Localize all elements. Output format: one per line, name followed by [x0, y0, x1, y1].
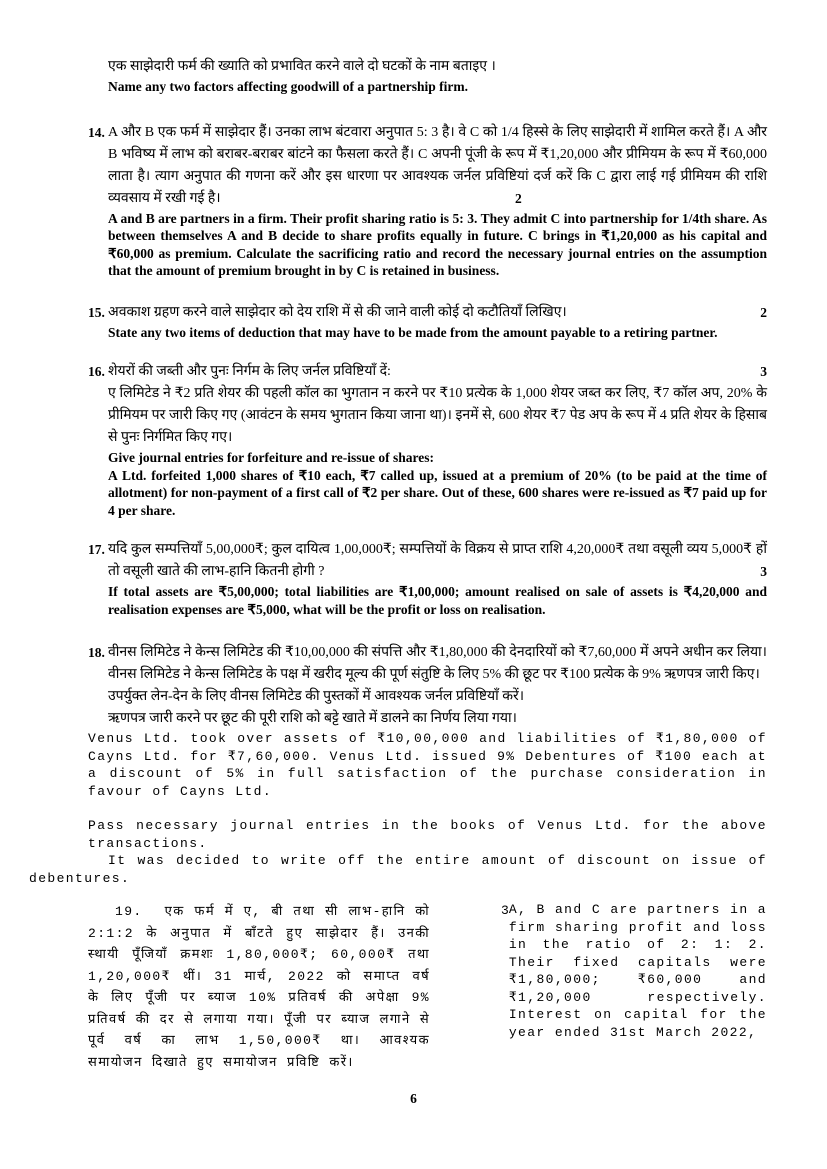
- question-16: [88, 361, 767, 519]
- question-text-english: Venus Ltd. took over assets of ₹10,00,000 and liabilities of ₹1,80,000 of Cayns Ltd. for ₹7,60,000. Venus Ltd. issued 9% Debentures of ₹100 each at a discount of 5% in full satisfaction of the purchase consideration in favour of Cayns Ltd.: [88, 731, 767, 799]
- question-text-english: If total assets are ₹5,00,000; total liabilities are ₹1,00,000; amount realised on sale of assets is ₹4,20,000 and realisation expenses are ₹5,000, what will be the profit or loss on realisation.: [108, 584, 767, 617]
- question-number-spacer: [88, 56, 108, 96]
- question-title-hindi: शेयरों की जब्ती और पुनः निर्गम के लिए जर्नल प्रविष्टियाँ दें:: [108, 364, 391, 379]
- page-number: 6: [410, 1091, 417, 1106]
- question-text-hindi: अवकाश ग्रहण करने वाले साझेदार को देय राशि में से की जाने वाली कोई दो कटौतियाँ लिखिए।: [108, 304, 567, 320]
- question-text-english: Name any two factors affecting goodwill of a partnership firm.: [108, 79, 468, 94]
- question-number: 18.: [88, 645, 105, 660]
- question-15: [88, 302, 767, 342]
- question-note-english: It was decided to write off the entire amount of discount on issue of debentures.: [29, 853, 767, 886]
- marks-value: 3: [501, 903, 509, 918]
- marks-value: 2: [515, 190, 522, 206]
- question-text-hindi-body: एक फर्म में ए, बी तथा सी लाभ-हानि को 2:1:2 के अनुपात में बाँटते हुए साझेदार हैं। उनकी स्थायी पूँजियाँ क्रमशः 1,80,000₹; 60,000₹ तथा 1,20,000₹ थीं। 31 मार्च, 2022 को समाप्त वर्ष के लिए पूँजी पर ब्याज 10% प्रतिवर्ष की अपेक्षा 9% प्रतिवर्ष की दर से लगाया गया। पूँजी पर ब्याज लगाने से पूर्व वर्ष का लाभ 1,50,000₹ था। आवश्यक समायोजन दिखाते हुए समायोजन प्रविष्टि करें।: [88, 904, 431, 1070]
- question-number: 17.: [88, 542, 105, 557]
- question-text-hindi: वीनस लिमिटेड ने केन्स लिमिटेड की ₹10,00,000 की संपत्ति और ₹1,80,000 की देनदारियों को ₹7,60,000 में अपने अधीन कर लिया। वीनस लिमिटेड ने केन्स लिमिटेड के पक्ष में खरीद मूल्य की पूर्ण संतुष्टि के लिए 5% की छूट पर ₹100 प्रत्येक के 9% ऋणपत्र जारी किए।: [108, 645, 767, 682]
- question-text-hindi: ए लिमिटेड ने ₹2 प्रति शेयर की पहली कॉल का भुगतान न करने पर ₹10 प्रत्येक के 1,000 शेयर जब्त कर लिए, ₹7 कॉल अप, 20% के प्रीमियम पर जारी किए गए (आवंटन के समय भुगतान किया जाना था)। इनमें से, 600 शेयर ₹7 पेड अप के रूप में 4 प्रति शेयर के हिसाब से पुनः निर्गमित किए गए।: [108, 386, 767, 445]
- question-number: 14.: [88, 124, 105, 140]
- question-text-hindi: एक साझेदारी फर्म की ख्याति को प्रभावित करने वाले दो घटकों के नाम बताइए ।: [108, 59, 496, 74]
- marks-value: 3: [760, 364, 767, 379]
- question-title-english: Give journal entries for forfeiture and re-issue of shares:: [108, 450, 434, 465]
- question-text-hindi: A और B एक फर्म में साझेदार हैं। उनका लाभ बंटवारा अनुपात 5: 3 है। वे C को 1/4 हिस्से के लिए साझेदारी में शामिल करते हैं। A और B भविष्य में लाभ को बराबर-बराबर बांटने का फैसला करते हैं। C अपनी पूंजी के रूप में ₹1,20,000 और प्रीमियम के रूप में ₹60,000 लाता है। त्याग अनुपात की गणना करें और इस धारणा पर आवश्यक जर्नल प्रविष्टियां दर्ज करें कि C द्वारा लाई गई प्रीमियम की राशि व्यवसाय में रखी गई है।: [108, 124, 767, 206]
- question-number: 16.: [88, 364, 105, 379]
- question-number: 15.: [88, 304, 105, 320]
- question-instruction-hindi: उपर्युक्त लेन-देन के लिए वीनस लिमिटेड की पुस्तकों में आवश्यक जर्नल प्रविष्टियाँ करें।: [108, 689, 525, 704]
- question-text-english: A and B are partners in a firm. Their profit sharing ratio is 5: 3. They admit C into partnership for 1/4th share. As between themselves A and B decide to share profits equally in future. C brings in ₹1,20,000 as his capital and ₹60,000 as premium. Calculate the sacrificing ratio and record the necessary journal entries on the assumption that the amount of premium brought in by C is retained in business.: [108, 210, 767, 278]
- question-text-english: A Ltd. forfeited 1,000 shares of ₹10 each, ₹7 called up, issued at a premium of 20% (to be paid at the time of allotment) for non-payment of a first call of ₹2 per share. Out of these, 600 shares were re-issued as ₹7 paid up for 4 per share.: [108, 467, 767, 518]
- question-text-hindi: [88, 901, 430, 1073]
- question-number: 19.: [115, 904, 143, 919]
- question-text-english: A, B and C are partners in a firm sharing profit and loss in the ratio of 2: 1: 2. Their fixed capitals were ₹1,80,000; ₹60,000 and ₹1,20,000 respectively. Interest on capital for the year ended 31st March 2022,: [508, 902, 767, 1040]
- question-text-english: State any two items of deduction that may have to be made from the amount payable to a retiring partner.: [108, 324, 718, 340]
- question-instruction-english: Pass necessary journal entries in the books of Venus Ltd. for the above transactions.: [88, 818, 767, 851]
- question-18: [29, 642, 767, 887]
- question-instruction-hindi: ऋणपत्र जारी करने पर छूट की पूरी राशि को बट्टे खाते में डालने का निर्णय लिया गया।: [108, 711, 517, 726]
- question-text-hindi: यदि कुल सम्पत्तियाँ 5,00,000₹; कुल दायित्व 1,00,000₹; सम्पत्तियों के विक्रय से प्राप्त राशि 4,20,000₹ तथा वसूली व्यय 5,000₹ हों तो वसूली खाते की लाभ-हानि कितनी होगी ?: [108, 542, 767, 579]
- question-19: [88, 901, 767, 1073]
- marks-value: 2: [760, 304, 767, 320]
- question-17: [88, 539, 767, 618]
- question-13-tail: [88, 56, 767, 96]
- question-14: [88, 122, 767, 280]
- marks-value: 3: [760, 564, 767, 579]
